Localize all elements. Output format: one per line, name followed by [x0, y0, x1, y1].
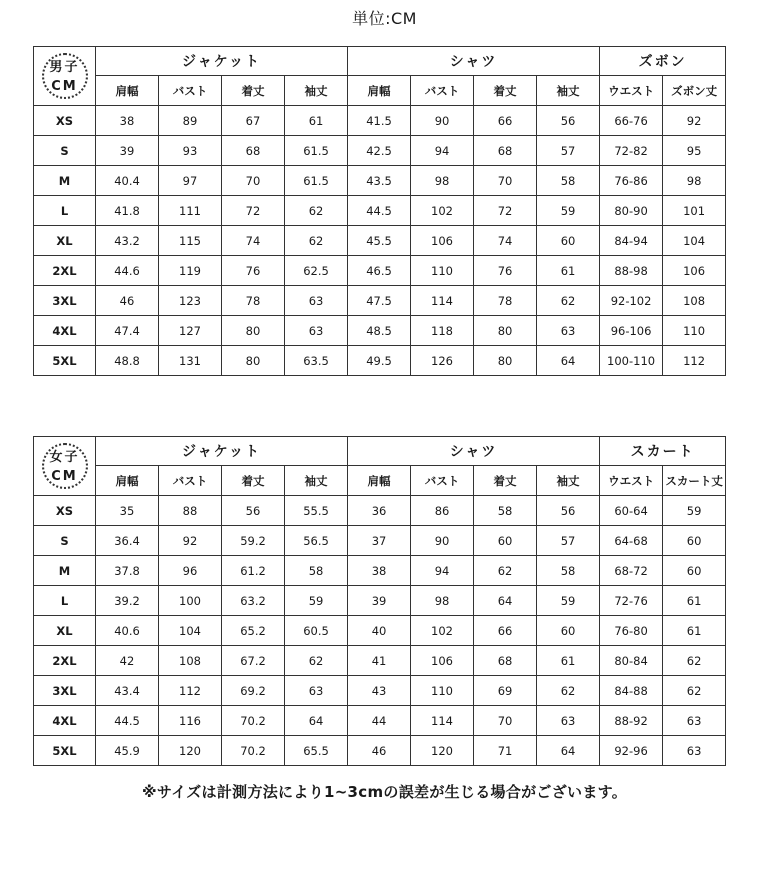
- measurement-value: 48.5: [348, 316, 411, 346]
- measurement-value: 119: [159, 256, 222, 286]
- measurement-value: 72-76: [600, 586, 663, 616]
- measurement-value: 47.4: [96, 316, 159, 346]
- measurement-value: 60: [537, 226, 600, 256]
- size-label: L: [34, 196, 96, 226]
- measurement-value: 80-84: [600, 646, 663, 676]
- measurement-value: 111: [159, 196, 222, 226]
- size-row: [34, 526, 726, 556]
- measurement-value: 57: [537, 136, 600, 166]
- measurement-value: 118: [411, 316, 474, 346]
- measurement-value: 92: [663, 106, 726, 136]
- measurement-value: 120: [159, 736, 222, 766]
- measurement-value: 100-110: [600, 346, 663, 376]
- size-row: [34, 256, 726, 286]
- measurement-value: 65.5: [285, 736, 348, 766]
- measurement-value: 43.2: [96, 226, 159, 256]
- category-badge: [42, 53, 88, 99]
- measurement-value: 63: [285, 316, 348, 346]
- measurement-note: ※サイズは計測方法により1~3cmの誤差が生じる場合がございます。: [141, 783, 628, 801]
- measurement-value: 123: [159, 286, 222, 316]
- measurement-value: 112: [663, 346, 726, 376]
- measurement-value: 57: [537, 526, 600, 556]
- measurement-value: 104: [159, 616, 222, 646]
- measurement-value: 60: [663, 526, 726, 556]
- measurement-value: 37.8: [96, 556, 159, 586]
- size-label: XS: [34, 496, 96, 526]
- measurement-header: 肩幅: [348, 76, 411, 106]
- measurement-value: 61: [285, 106, 348, 136]
- measurement-value: 63: [285, 286, 348, 316]
- measurement-value: 72: [474, 196, 537, 226]
- size-label: 4XL: [34, 316, 96, 346]
- measurement-value: 64: [285, 706, 348, 736]
- women-size-table: [33, 436, 726, 766]
- measurement-header: 肩幅: [96, 76, 159, 106]
- measurement-value: 61.5: [285, 136, 348, 166]
- measurement-header: ズボン丈: [663, 76, 726, 106]
- measurement-value: 114: [411, 286, 474, 316]
- measurement-value: 43: [348, 676, 411, 706]
- measurement-header: バスト: [159, 76, 222, 106]
- measurement-value: 68-72: [600, 556, 663, 586]
- measurement-value: 60.5: [285, 616, 348, 646]
- garment-group-header: ジャケット: [96, 47, 348, 76]
- measurement-header: バスト: [411, 466, 474, 496]
- measurement-value: 70: [474, 706, 537, 736]
- measurement-value: 71: [474, 736, 537, 766]
- measurement-value: 62: [285, 226, 348, 256]
- garment-group-header: スカート: [600, 437, 726, 466]
- measurement-value: 56: [537, 106, 600, 136]
- measurement-value: 44: [348, 706, 411, 736]
- measurement-value: 76: [474, 256, 537, 286]
- measurement-value: 61: [663, 616, 726, 646]
- measurement-value: 69.2: [222, 676, 285, 706]
- measurement-value: 102: [411, 196, 474, 226]
- measurement-value: 90: [411, 526, 474, 556]
- measurement-value: 86: [411, 496, 474, 526]
- measurement-value: 97: [159, 166, 222, 196]
- measurement-value: 98: [411, 586, 474, 616]
- size-row: [34, 346, 726, 376]
- measurement-value: 78: [474, 286, 537, 316]
- size-row: [34, 106, 726, 136]
- measurement-value: 67.2: [222, 646, 285, 676]
- measurement-value: 68: [474, 136, 537, 166]
- measurement-value: 64: [537, 346, 600, 376]
- size-label: S: [34, 136, 96, 166]
- measurement-value: 115: [159, 226, 222, 256]
- measurement-value: 84-88: [600, 676, 663, 706]
- measurement-value: 65.2: [222, 616, 285, 646]
- size-row: [34, 196, 726, 226]
- measurement-value: 131: [159, 346, 222, 376]
- measurement-value: 62: [285, 196, 348, 226]
- measurement-value: 120: [411, 736, 474, 766]
- measurement-value: 45.9: [96, 736, 159, 766]
- size-label: 4XL: [34, 706, 96, 736]
- garment-group-header: シャツ: [348, 437, 600, 466]
- measurement-value: 63: [537, 706, 600, 736]
- measurement-value: 94: [411, 556, 474, 586]
- size-row: [34, 226, 726, 256]
- measurement-value: 39: [96, 136, 159, 166]
- measurement-header: 着丈: [222, 466, 285, 496]
- measurement-value: 70.2: [222, 736, 285, 766]
- group-header-row: [34, 47, 726, 76]
- measurement-value: 36.4: [96, 526, 159, 556]
- measurement-value: 36: [348, 496, 411, 526]
- measurement-value: 76-80: [600, 616, 663, 646]
- measurement-value: 108: [159, 646, 222, 676]
- category-badge-cell: [34, 47, 96, 106]
- measurement-value: 126: [411, 346, 474, 376]
- men-size-table: [33, 46, 726, 376]
- measurement-value: 38: [96, 106, 159, 136]
- measurement-header-row: [34, 466, 726, 496]
- measurement-value: 46: [96, 286, 159, 316]
- measurement-value: 46: [348, 736, 411, 766]
- measurement-value: 61: [537, 646, 600, 676]
- garment-group-header: ズボン: [600, 47, 726, 76]
- measurement-header: 袖丈: [285, 76, 348, 106]
- measurement-value: 40: [348, 616, 411, 646]
- measurement-value: 112: [159, 676, 222, 706]
- measurement-value: 98: [411, 166, 474, 196]
- measurement-value: 41.8: [96, 196, 159, 226]
- measurement-header: 肩幅: [96, 466, 159, 496]
- measurement-value: 63: [663, 706, 726, 736]
- measurement-value: 106: [663, 256, 726, 286]
- measurement-value: 58: [537, 166, 600, 196]
- measurement-value: 80: [474, 346, 537, 376]
- measurement-value: 62: [537, 286, 600, 316]
- measurement-value: 64-68: [600, 526, 663, 556]
- size-row: [34, 706, 726, 736]
- measurement-value: 74: [474, 226, 537, 256]
- size-label: S: [34, 526, 96, 556]
- measurement-value: 61: [663, 586, 726, 616]
- size-label: 3XL: [34, 286, 96, 316]
- measurement-value: 92-96: [600, 736, 663, 766]
- measurement-value: 104: [663, 226, 726, 256]
- measurement-header: 肩幅: [348, 466, 411, 496]
- measurement-header: 着丈: [474, 76, 537, 106]
- measurement-value: 89: [159, 106, 222, 136]
- measurement-value: 40.6: [96, 616, 159, 646]
- measurement-value: 44.5: [348, 196, 411, 226]
- size-row: [34, 286, 726, 316]
- measurement-value: 47.5: [348, 286, 411, 316]
- measurement-value: 96-106: [600, 316, 663, 346]
- measurement-value: 68: [222, 136, 285, 166]
- measurement-value: 108: [663, 286, 726, 316]
- measurement-value: 116: [159, 706, 222, 736]
- measurement-header-row: [34, 76, 726, 106]
- measurement-value: 59: [537, 586, 600, 616]
- measurement-value: 63.5: [285, 346, 348, 376]
- measurement-value: 66: [474, 106, 537, 136]
- measurement-value: 68: [474, 646, 537, 676]
- measurement-value: 66-76: [600, 106, 663, 136]
- measurement-value: 56: [537, 496, 600, 526]
- measurement-value: 74: [222, 226, 285, 256]
- measurement-value: 62: [663, 676, 726, 706]
- size-label: L: [34, 586, 96, 616]
- size-label: M: [34, 166, 96, 196]
- measurement-value: 63: [285, 676, 348, 706]
- measurement-value: 70: [474, 166, 537, 196]
- measurement-value: 59: [663, 496, 726, 526]
- measurement-value: 60: [474, 526, 537, 556]
- measurement-value: 62.5: [285, 256, 348, 286]
- size-label: 2XL: [34, 256, 96, 286]
- measurement-header: 袖丈: [537, 466, 600, 496]
- measurement-value: 70.2: [222, 706, 285, 736]
- measurement-value: 58: [537, 556, 600, 586]
- measurement-value: 106: [411, 646, 474, 676]
- measurement-value: 59: [285, 586, 348, 616]
- measurement-value: 95: [663, 136, 726, 166]
- measurement-value: 41.5: [348, 106, 411, 136]
- measurement-value: 100: [159, 586, 222, 616]
- measurement-value: 44.5: [96, 706, 159, 736]
- measurement-value: 63: [537, 316, 600, 346]
- measurement-value: 110: [411, 256, 474, 286]
- measurement-value: 88: [159, 496, 222, 526]
- measurement-value: 56.5: [285, 526, 348, 556]
- measurement-header: 袖丈: [285, 466, 348, 496]
- size-row: [34, 736, 726, 766]
- garment-group-header: シャツ: [348, 47, 600, 76]
- measurement-value: 114: [411, 706, 474, 736]
- size-label: XL: [34, 616, 96, 646]
- unit-title: 単位:CM: [352, 9, 417, 28]
- badge-category-label: 女子: [49, 450, 80, 465]
- category-badge-cell: [34, 437, 96, 496]
- measurement-value: 80-90: [600, 196, 663, 226]
- size-label: 5XL: [34, 736, 96, 766]
- measurement-value: 62: [285, 646, 348, 676]
- measurement-value: 67: [222, 106, 285, 136]
- measurement-value: 48.8: [96, 346, 159, 376]
- measurement-value: 106: [411, 226, 474, 256]
- measurement-value: 62: [537, 676, 600, 706]
- measurement-value: 80: [474, 316, 537, 346]
- measurement-header: バスト: [411, 76, 474, 106]
- measurement-value: 88-92: [600, 706, 663, 736]
- measurement-header: バスト: [159, 466, 222, 496]
- measurement-value: 80: [222, 346, 285, 376]
- measurement-value: 60-64: [600, 496, 663, 526]
- measurement-value: 101: [663, 196, 726, 226]
- measurement-value: 39: [348, 586, 411, 616]
- measurement-header: 袖丈: [537, 76, 600, 106]
- measurement-header: ウエスト: [600, 466, 663, 496]
- size-row: [34, 646, 726, 676]
- badge-category-label: 男子: [49, 60, 80, 75]
- size-row: [34, 496, 726, 526]
- measurement-value: 127: [159, 316, 222, 346]
- badge-unit-label: CM: [51, 79, 78, 94]
- size-label: XL: [34, 226, 96, 256]
- size-label: XS: [34, 106, 96, 136]
- measurement-value: 42.5: [348, 136, 411, 166]
- badge-unit-label: CM: [51, 469, 78, 484]
- measurement-value: 59.2: [222, 526, 285, 556]
- measurement-value: 61: [537, 256, 600, 286]
- measurement-value: 62: [663, 646, 726, 676]
- size-row: [34, 616, 726, 646]
- measurement-value: 80: [222, 316, 285, 346]
- measurement-value: 60: [537, 616, 600, 646]
- measurement-value: 69: [474, 676, 537, 706]
- size-label: 3XL: [34, 676, 96, 706]
- size-row: [34, 316, 726, 346]
- measurement-value: 60: [663, 556, 726, 586]
- measurement-value: 44.6: [96, 256, 159, 286]
- measurement-value: 88-98: [600, 256, 663, 286]
- measurement-value: 42: [96, 646, 159, 676]
- measurement-value: 41: [348, 646, 411, 676]
- measurement-value: 72: [222, 196, 285, 226]
- measurement-value: 76: [222, 256, 285, 286]
- measurement-value: 64: [537, 736, 600, 766]
- size-label: M: [34, 556, 96, 586]
- category-badge: [42, 443, 88, 489]
- measurement-value: 43.4: [96, 676, 159, 706]
- measurement-value: 66: [474, 616, 537, 646]
- size-label: 5XL: [34, 346, 96, 376]
- measurement-value: 110: [663, 316, 726, 346]
- size-row: [34, 586, 726, 616]
- measurement-value: 39.2: [96, 586, 159, 616]
- measurement-header: 着丈: [474, 466, 537, 496]
- measurement-value: 49.5: [348, 346, 411, 376]
- measurement-value: 84-94: [600, 226, 663, 256]
- measurement-value: 46.5: [348, 256, 411, 286]
- measurement-value: 40.4: [96, 166, 159, 196]
- measurement-value: 43.5: [348, 166, 411, 196]
- measurement-value: 70: [222, 166, 285, 196]
- size-label: 2XL: [34, 646, 96, 676]
- measurement-value: 55.5: [285, 496, 348, 526]
- measurement-value: 90: [411, 106, 474, 136]
- size-row: [34, 556, 726, 586]
- measurement-header: ウエスト: [600, 76, 663, 106]
- size-row: [34, 136, 726, 166]
- size-row: [34, 166, 726, 196]
- measurement-value: 72-82: [600, 136, 663, 166]
- measurement-value: 64: [474, 586, 537, 616]
- measurement-value: 38: [348, 556, 411, 586]
- measurement-value: 63: [663, 736, 726, 766]
- measurement-value: 61.5: [285, 166, 348, 196]
- garment-group-header: ジャケット: [96, 437, 348, 466]
- measurement-value: 96: [159, 556, 222, 586]
- measurement-value: 78: [222, 286, 285, 316]
- measurement-value: 45.5: [348, 226, 411, 256]
- measurement-value: 92: [159, 526, 222, 556]
- measurement-value: 59: [537, 196, 600, 226]
- measurement-header: 着丈: [222, 76, 285, 106]
- measurement-value: 93: [159, 136, 222, 166]
- measurement-value: 37: [348, 526, 411, 556]
- measurement-value: 98: [663, 166, 726, 196]
- measurement-value: 58: [474, 496, 537, 526]
- measurement-value: 92-102: [600, 286, 663, 316]
- measurement-value: 110: [411, 676, 474, 706]
- size-row: [34, 676, 726, 706]
- measurement-value: 61.2: [222, 556, 285, 586]
- measurement-value: 62: [474, 556, 537, 586]
- measurement-value: 63.2: [222, 586, 285, 616]
- measurement-value: 102: [411, 616, 474, 646]
- group-header-row: [34, 437, 726, 466]
- measurement-value: 58: [285, 556, 348, 586]
- measurement-header: スカート丈: [663, 466, 726, 496]
- measurement-value: 56: [222, 496, 285, 526]
- measurement-value: 76-86: [600, 166, 663, 196]
- measurement-value: 94: [411, 136, 474, 166]
- measurement-value: 35: [96, 496, 159, 526]
